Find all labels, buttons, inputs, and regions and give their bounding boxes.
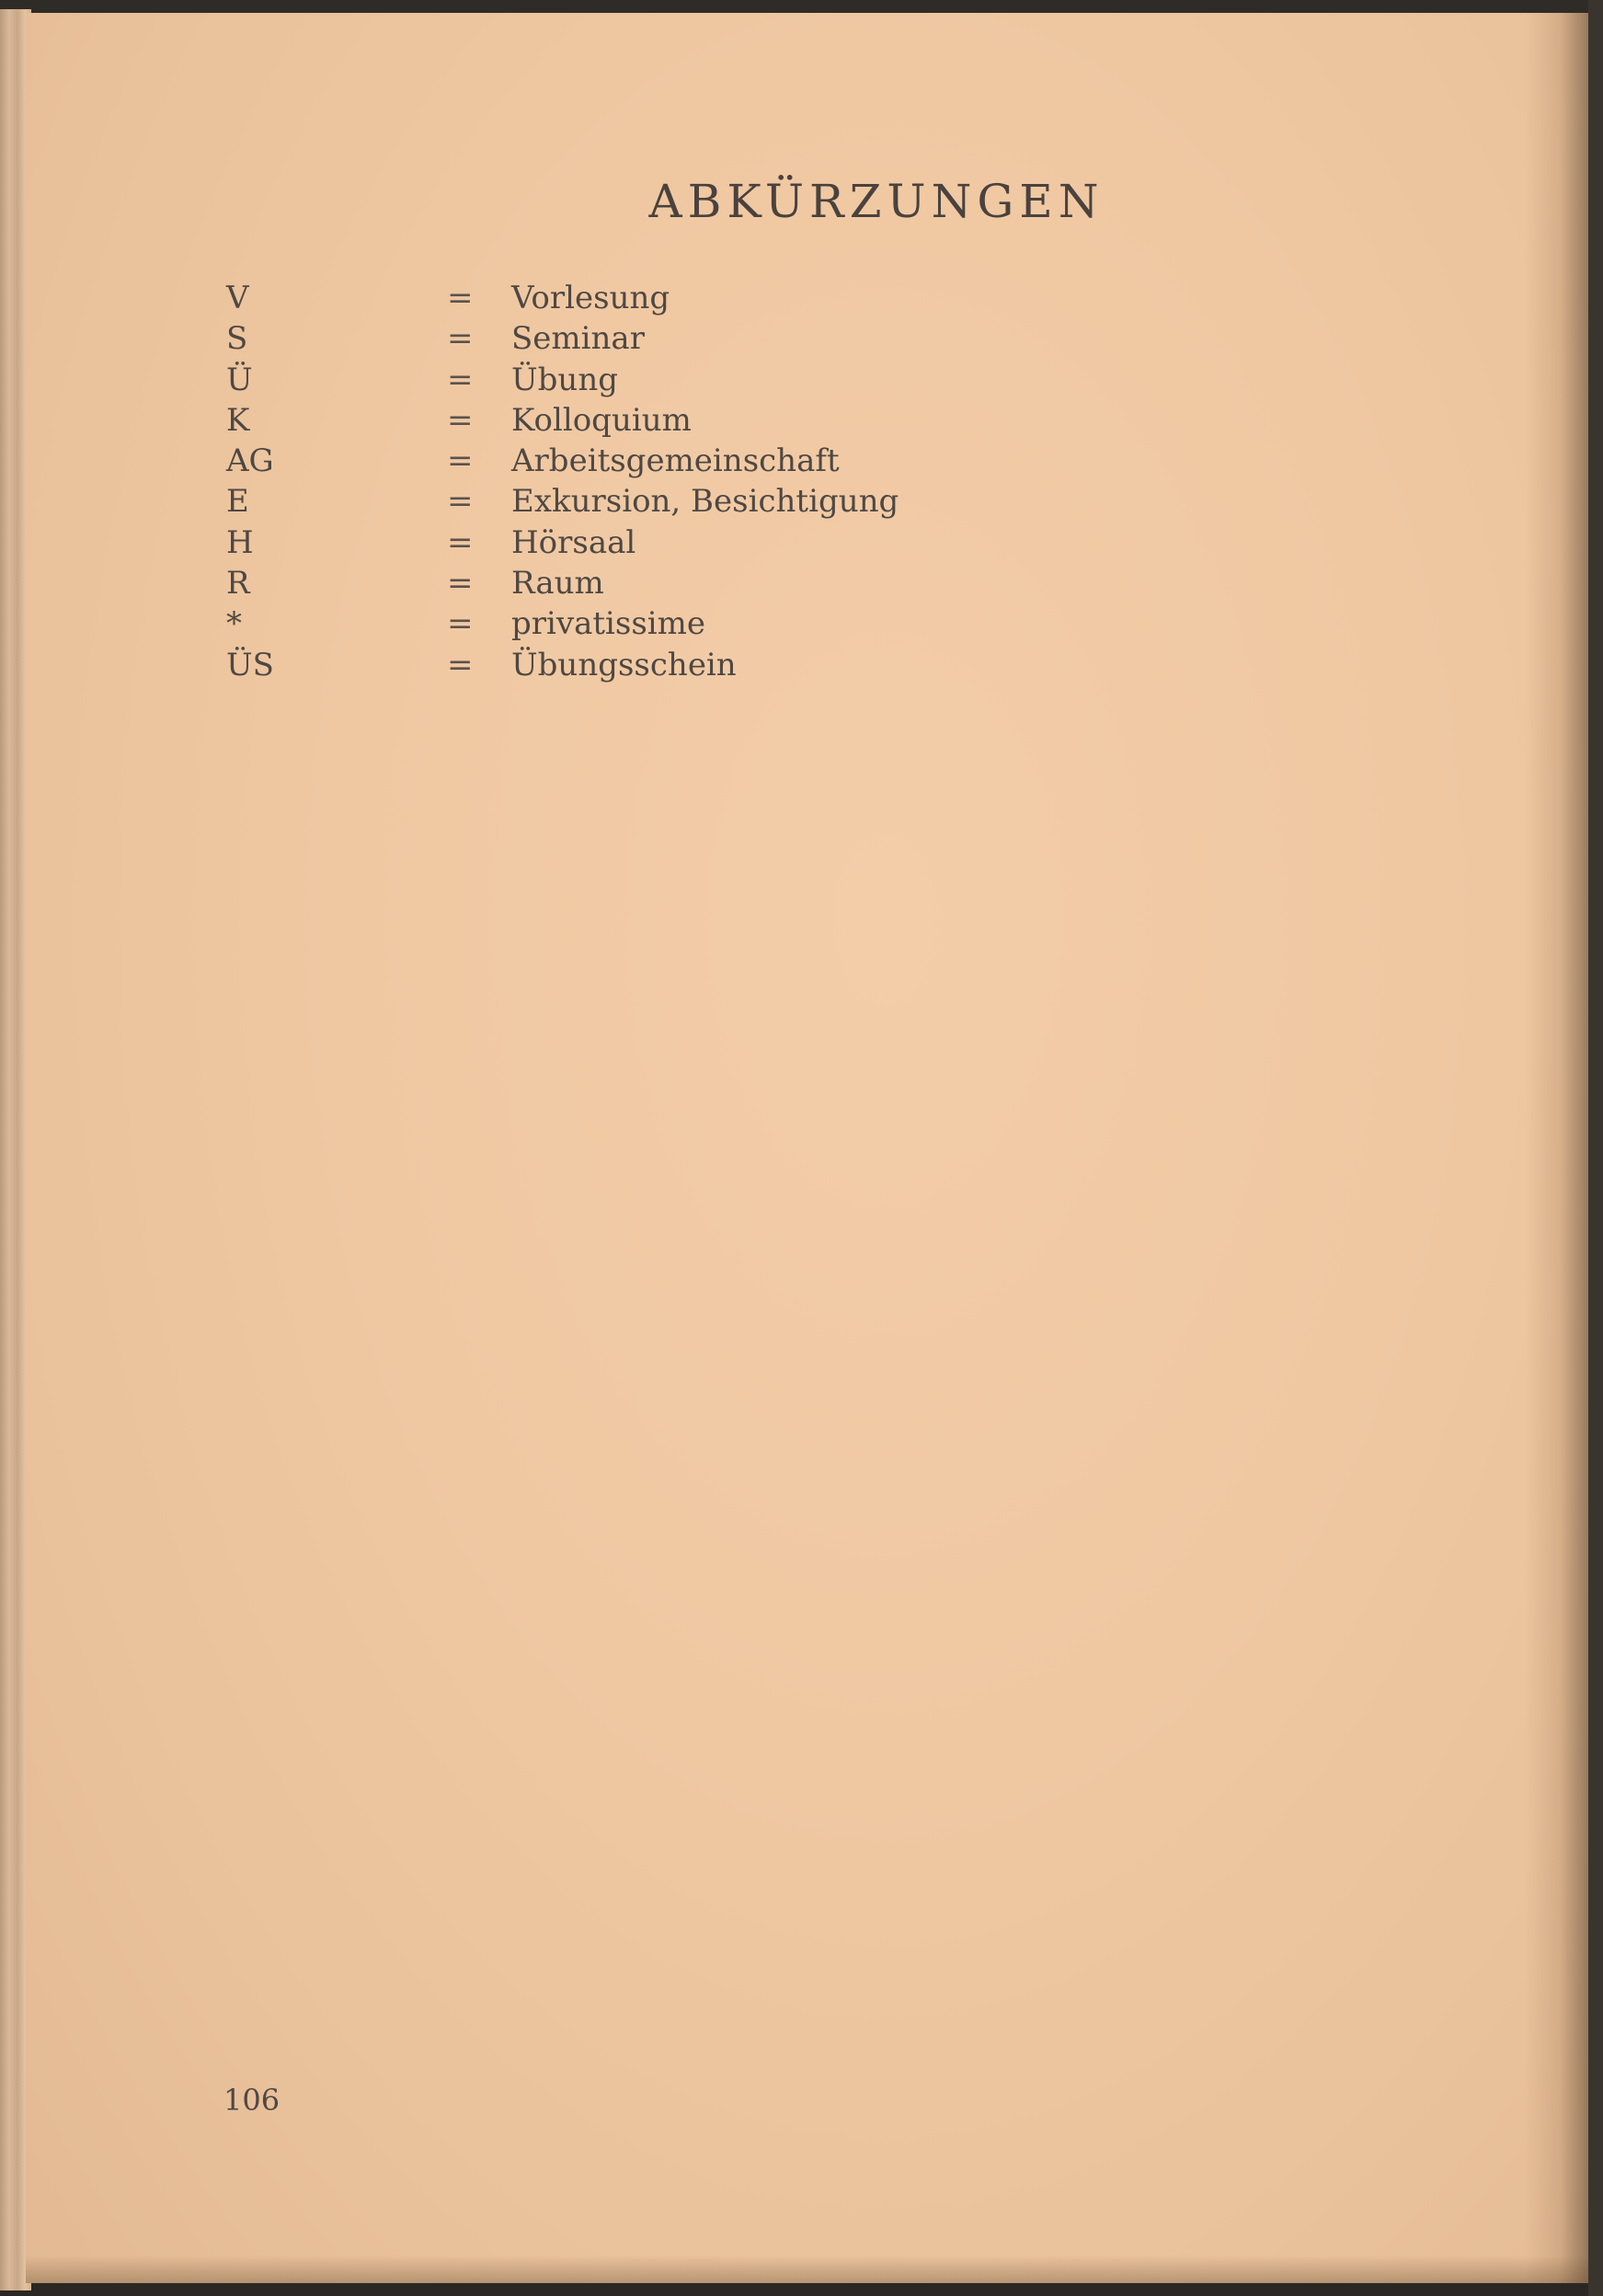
abbreviation-meaning: Vorlesung [511,280,670,316]
equals-sign: = [447,280,474,316]
equals-sign: = [447,523,474,561]
abbreviation-key: H [226,523,254,561]
page-title: ABKÜRZUNGEN [648,175,1105,228]
equals-sign: = [447,605,474,643]
abbreviation-key: V [226,280,249,316]
abbreviation-meaning: privatissime [511,605,706,643]
abbreviation-key: AG [226,442,274,480]
abbreviation-key: R [226,565,250,603]
abbreviation-meaning: Seminar [511,320,645,358]
binding-gutter-shadow [1525,13,1589,2283]
abbreviation-meaning: Arbeitsgemeinschaft [511,442,840,480]
equals-sign: = [447,361,474,398]
abbreviation-meaning: Raum [511,565,604,603]
abbreviation-key: ÜS [226,646,274,683]
equals-sign: = [447,483,474,521]
equals-sign: = [447,401,474,439]
abbreviation-meaning: Übungsschein [511,646,737,683]
equals-sign: = [447,565,474,603]
scan-right-edge [1588,0,1603,2296]
abbreviation-key: E [226,483,249,521]
abbreviation-key: S [226,320,248,358]
equals-sign: = [447,646,474,683]
abbreviation-meaning: Hörsaal [511,523,636,561]
abbreviation-key: * [226,605,242,643]
bottom-edge-shadow [26,2256,1589,2283]
page-number: 106 [223,2083,281,2118]
book-page [26,13,1589,2283]
abbreviation-meaning: Übung [511,361,618,398]
abbreviation-meaning: Kolloquium [511,401,692,439]
abbreviation-key: Ü [226,361,253,398]
equals-sign: = [447,320,474,358]
equals-sign: = [447,442,474,480]
abbreviation-key: K [226,401,250,439]
abbreviation-meaning: Exkursion, Besichtigung [511,483,899,521]
